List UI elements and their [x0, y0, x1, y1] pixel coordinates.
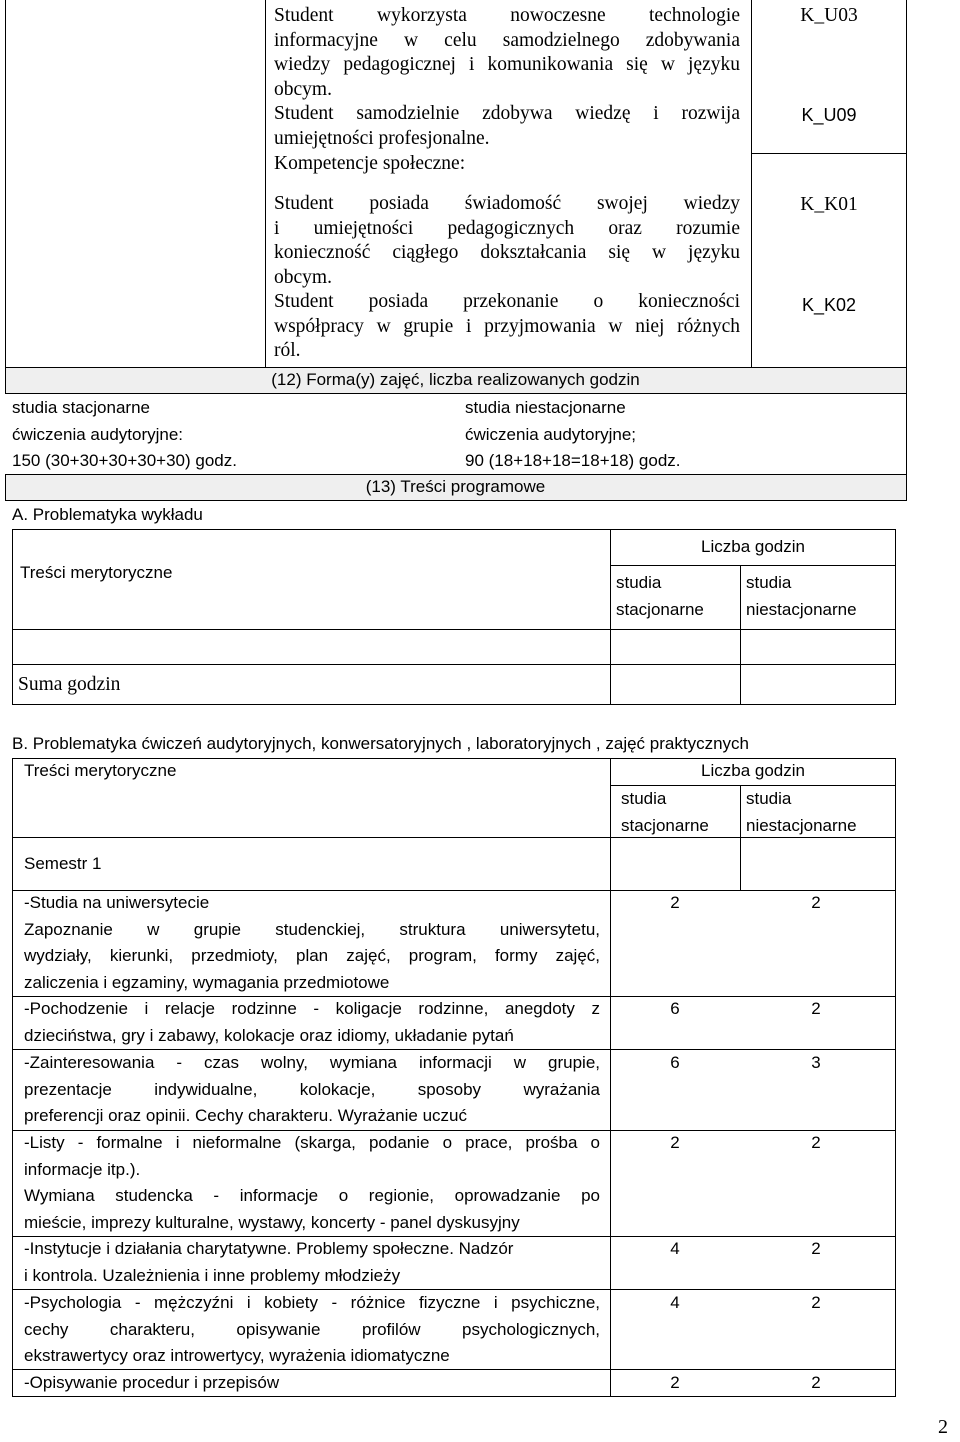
- topic-line: wydziały, kierunki, przedmioty, plan zajęć, program, formy zajęć,: [24, 946, 600, 965]
- topic-line: -Opisywanie procedur i przepisów: [24, 1373, 280, 1392]
- hours-column-header: Liczba godzin: [701, 537, 805, 556]
- topic-line: Wymiana studencka - informacje o regionie, oprowadzanie po: [24, 1186, 600, 1205]
- outcome-code: K_U03: [800, 5, 858, 26]
- table-border: [12, 664, 896, 665]
- table-border: [610, 758, 611, 1397]
- stationary-column-header: studia stacjonarne: [621, 789, 709, 835]
- topic-line: Zapoznanie w grupie studenckiej, struktura uniwersytetu,: [24, 919, 600, 939]
- topic-line: dzieciństwa, gry i zabawy, kolokacje oraz idiomy, układanie pytań: [24, 1025, 514, 1045]
- topic-line: cechy charakteru, opisywanie profilów psychologicznych,: [24, 1319, 600, 1339]
- forms-nonstationary-line: ćwiczenia audytoryjne;: [465, 424, 637, 444]
- forms-nonstationary: [465, 395, 895, 475]
- topic-line: -Psychologia - mężczyźni i kobiety - różnice fizyczne i psychiczne,: [24, 1293, 600, 1312]
- topic-line: i kontrola. Uzależnienia i inne problemy młodzieży: [24, 1265, 401, 1285]
- table-border: [12, 758, 13, 1397]
- contents-heading: (13) Treści programowe: [365, 477, 546, 496]
- outcome-code: K_K01: [800, 194, 858, 215]
- table-border: [906, 0, 907, 501]
- hours-nonstationary: 3: [811, 1053, 821, 1072]
- topic-line: zaliczenia i egzaminy, wymagania przedmiotowe: [24, 972, 390, 992]
- hours-stationary: 2: [670, 1373, 680, 1392]
- outcome-line: Student posiada świadomość swojej wiedzy: [274, 193, 740, 214]
- table-row: [24, 1290, 600, 1370]
- topic-line: mieście, imprezy kulturalne, wystawy, koncerty - panel dyskusyjny: [24, 1212, 520, 1232]
- outcome-line: obcym.: [274, 78, 332, 100]
- forms-stationary: [12, 395, 452, 475]
- hours-nonstationary: 2: [811, 1373, 821, 1392]
- social-competence-heading: Kompetencje społeczne:: [274, 153, 466, 174]
- nonstationary-column-header: studia niestacjonarne: [746, 789, 857, 835]
- outcome-line: Student samodzielnie zdobywa wiedzę i rozwija: [274, 103, 740, 124]
- forms-stationary-line: ćwiczenia audytoryjne:: [12, 424, 184, 444]
- forms-nonstationary-line: 90 (18+18+18=18+18) godz.: [465, 451, 681, 470]
- nonstationary-column-header: studia niestacjonarne: [746, 573, 857, 619]
- skills-outcomes: [274, 4, 740, 151]
- semester-label: Semestr 1: [24, 854, 102, 873]
- topic-line: -Studia na uniwersytecie: [24, 893, 210, 912]
- hours-stationary: 6: [670, 999, 680, 1018]
- section-a-title: A. Problematyka wykładu: [12, 505, 203, 524]
- topic-line: -Pochodzenie i relacje rodzinne - koligacje rodzinne, anegdoty z: [24, 999, 600, 1018]
- outcome-line: ról.: [274, 340, 301, 361]
- forms-nonstationary-line: studia niestacjonarne: [465, 398, 626, 417]
- table-border: [12, 629, 896, 630]
- hours-stationary: 4: [670, 1239, 680, 1258]
- table-border: [12, 704, 896, 705]
- topic-line: ekstrawertycy oraz introwertycy, wyrażenia idiomatyczne: [24, 1346, 450, 1365]
- outcome-code: K_U09: [801, 105, 857, 125]
- table-row: [24, 890, 600, 996]
- hours-stationary: 6: [670, 1053, 680, 1072]
- content-column-header: Treści merytoryczne: [20, 563, 173, 582]
- topic-line: prezentacje indywidualne, kolokacje, sposoby wyrażania: [24, 1079, 600, 1099]
- section-b-title: B. Problematyka ćwiczeń audytoryjnych, konwersatoryjnych , laboratoryjnych , zajęć praktycznych: [12, 734, 749, 753]
- table-border: [265, 0, 266, 367]
- outcome-line: konieczność ciągłego dokształcania się w języku: [274, 242, 740, 263]
- topic-line: preferencji oraz opinii. Cechy charakteru. Wyrażanie uczuć: [24, 1106, 467, 1125]
- table-border: [895, 529, 896, 705]
- page-number: 2: [938, 1416, 948, 1438]
- forms-stationary-line: 150 (30+30+30+30+30) godz.: [12, 451, 237, 470]
- outcome-line: Student wykorzysta nowoczesne technologie: [274, 5, 740, 26]
- table-border: [12, 529, 13, 705]
- social-outcomes: [274, 192, 740, 364]
- outcome-line: obcym.: [274, 266, 332, 288]
- outcome-code: K_K02: [801, 295, 857, 315]
- hours-nonstationary: 2: [811, 893, 821, 912]
- table-border: [751, 153, 907, 154]
- table-row: [24, 1370, 600, 1397]
- sum-hours-label: Suma godzin: [18, 674, 121, 695]
- hours-nonstationary: 2: [811, 1239, 821, 1258]
- table-row: [24, 1130, 600, 1236]
- stationary-column-header: studia stacjonarne: [616, 573, 704, 619]
- hours-nonstationary: 2: [811, 1293, 821, 1312]
- forms-stationary-line: studia stacjonarne: [12, 398, 150, 417]
- table-border: [895, 758, 896, 1397]
- topic-line: -Instytucje i działania charytatywne. Problemy społeczne. Nadzór: [24, 1239, 514, 1258]
- forms-heading: (12) Forma(y) zajęć, liczba realizowanych godzin: [271, 370, 640, 389]
- table-row: [24, 996, 600, 1049]
- table-border: [5, 0, 6, 367]
- hours-stationary: 2: [670, 893, 680, 912]
- topic-line: -Listy - formalne i nieformalne (skarga, podanie o prace, prośba o: [24, 1133, 600, 1152]
- topic-line: -Zainteresowania - czas wolny, wymiana informacji w grupie,: [24, 1053, 600, 1072]
- topic-line: informacje itp.).: [24, 1159, 141, 1179]
- table-row: [24, 1236, 600, 1289]
- outcome-line: i umiejętności pedagogicznych oraz rozumie: [274, 217, 740, 239]
- outcome-line: informacyjne w celu samodzielnego zdobywania: [274, 29, 740, 51]
- outcome-line: współpracy w grupie i przyjmowania w niej różnych: [274, 315, 740, 337]
- hours-column-header: Liczba godzin: [701, 761, 805, 780]
- table-border: [610, 565, 896, 566]
- hours-stationary: 4: [670, 1293, 680, 1312]
- hours-nonstationary: 2: [811, 1133, 821, 1152]
- hours-nonstationary: 2: [811, 999, 821, 1018]
- outcome-line: wiedzy pedagogicznej i komunikowania się w języku: [274, 54, 740, 75]
- hours-stationary: 2: [670, 1133, 680, 1152]
- outcome-line: umiejętności profesjonalne.: [274, 127, 490, 149]
- content-column-header: Treści merytoryczne: [24, 761, 177, 780]
- outcome-line: Student posiada przekonanie o konieczności: [274, 291, 740, 312]
- table-border: [740, 785, 741, 890]
- table-row: [24, 1050, 600, 1130]
- table-border: [12, 529, 896, 530]
- table-border: [740, 565, 741, 705]
